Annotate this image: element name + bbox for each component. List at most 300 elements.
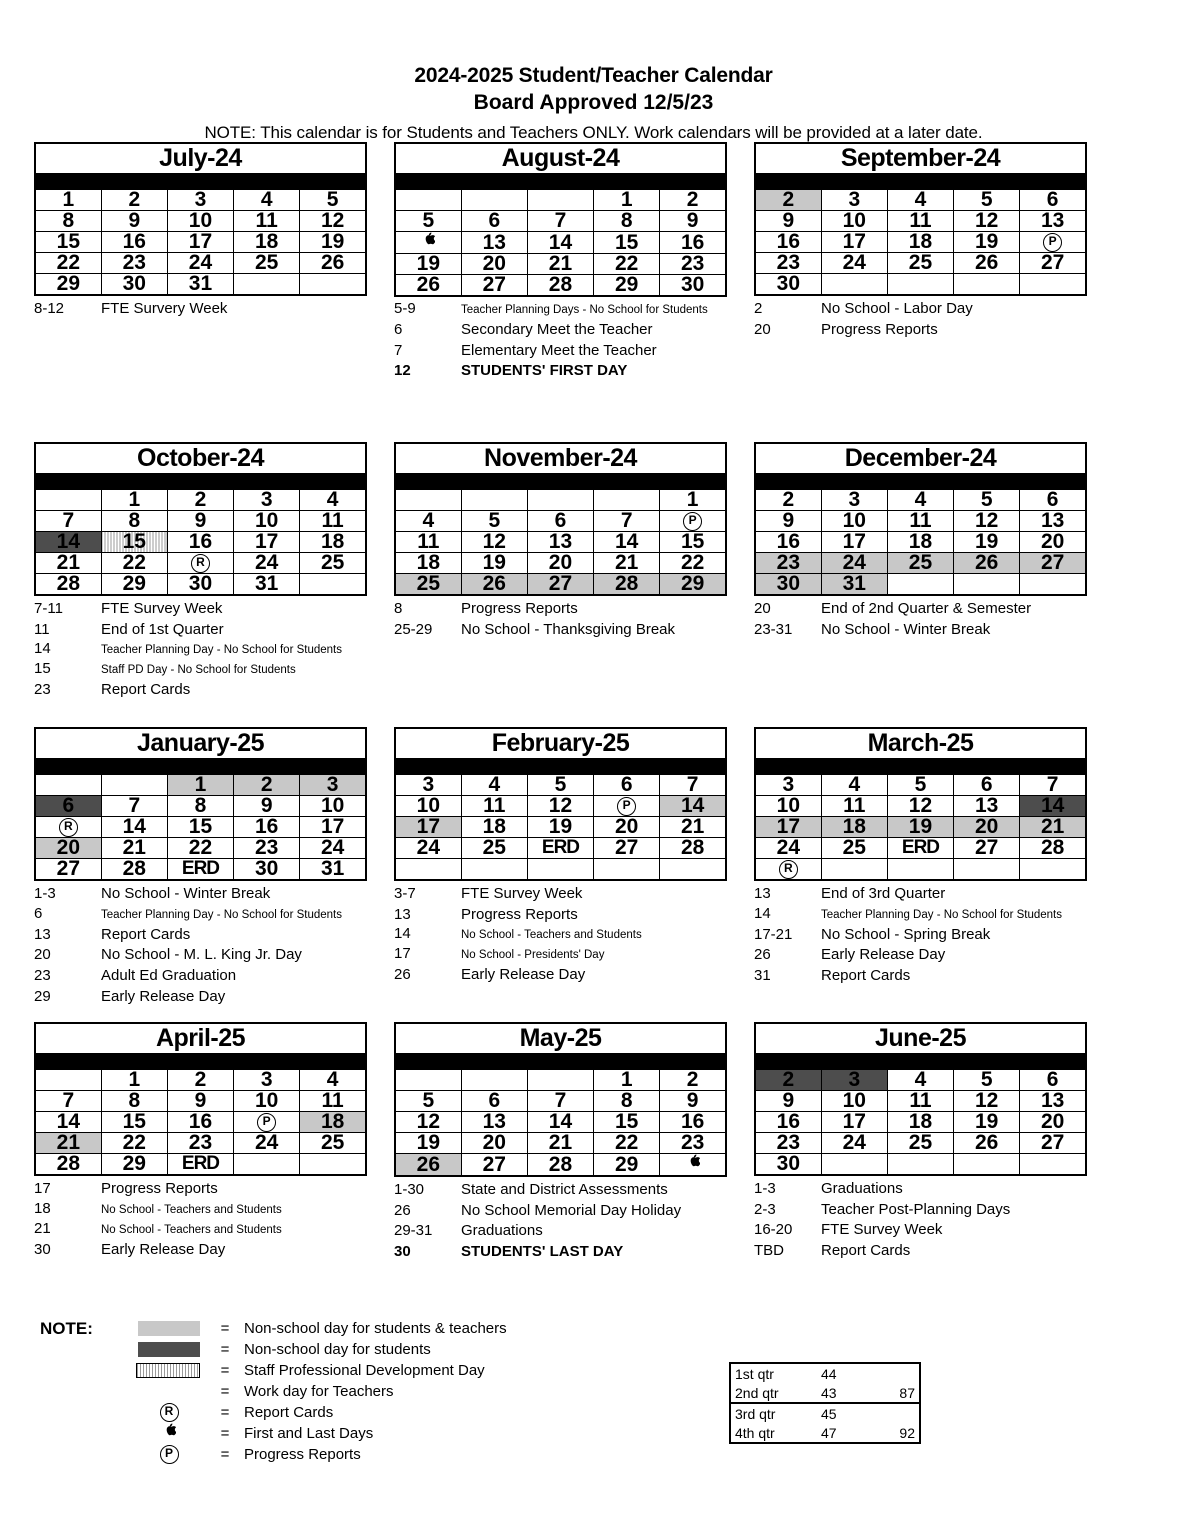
day-cell: 25	[821, 838, 887, 859]
note-date: 26	[394, 966, 411, 984]
legend-swatch-gray	[138, 1321, 200, 1336]
week-row	[35, 511, 366, 532]
month-table	[394, 142, 727, 297]
day-cell: 10	[821, 1091, 887, 1112]
legend-equals-sign: =	[220, 1404, 230, 1421]
legend-description: First and Last Days	[244, 1425, 374, 1442]
month-notes	[34, 299, 367, 320]
note-text: End of 3rd Quarter	[821, 885, 946, 902]
month-notes	[394, 884, 727, 986]
day-cell: 4	[887, 490, 953, 511]
month-header-bar	[395, 759, 726, 775]
day-cell: 5	[461, 511, 527, 532]
legend-swatch-cell	[112, 1321, 206, 1336]
day-cell: 11	[461, 796, 527, 817]
note-text: No School Memorial Day Holiday	[461, 1201, 682, 1219]
note-line	[754, 1220, 1087, 1241]
day-cell: 11	[300, 1091, 366, 1112]
day-cell: 13	[954, 796, 1020, 817]
day-cell: 20	[35, 838, 101, 859]
month-notes	[394, 599, 727, 640]
month-header-bar	[35, 1054, 366, 1070]
day-cell	[461, 1070, 527, 1091]
note-date: 26	[754, 946, 771, 964]
note-text: End of 2nd Quarter & Semester	[821, 600, 1032, 617]
legend-row	[40, 1381, 640, 1402]
month-title: July-24	[35, 143, 366, 174]
month-cell	[34, 442, 367, 727]
week-row	[395, 1154, 726, 1177]
month-cell	[34, 727, 367, 1022]
day-cell: 15	[660, 532, 726, 553]
month-cell	[394, 142, 727, 442]
month-notes	[34, 1179, 367, 1260]
note-line	[34, 884, 367, 905]
day-cell	[887, 859, 953, 881]
calendar-quarter-row	[34, 1022, 1065, 1272]
day-cell: 7	[660, 775, 726, 796]
day-cell: 14	[660, 796, 726, 817]
note-text: State and District Assessments	[461, 1181, 668, 1198]
legend-row	[40, 1318, 640, 1339]
day-cell	[527, 490, 593, 511]
day-cell	[35, 1070, 101, 1091]
note-date: 13	[34, 925, 51, 943]
month-title: May-25	[395, 1023, 726, 1054]
week-row	[395, 859, 726, 881]
day-cell: 23	[755, 553, 821, 574]
legend-swatch-cell	[112, 1363, 206, 1378]
month-block-april-25	[34, 1022, 367, 1260]
day-cell	[35, 775, 101, 796]
day-cell: 17	[395, 817, 461, 838]
legend-swatch-cell	[112, 1445, 206, 1464]
week-row	[755, 511, 1086, 532]
day-cell: 14	[1020, 796, 1086, 817]
day-cell: 18	[461, 817, 527, 838]
day-cell: 10	[300, 796, 366, 817]
legend-description: Report Cards	[244, 1404, 334, 1421]
note-line	[34, 599, 367, 620]
month-title: December-24	[755, 443, 1086, 474]
day-cell: 23	[101, 253, 167, 274]
week-row	[35, 274, 366, 296]
day-cell: 25	[887, 1133, 953, 1154]
quarter-days: 44	[821, 1365, 837, 1382]
day-cell: 3	[821, 190, 887, 211]
note-date: 29-31	[394, 1222, 433, 1240]
progress-reports-icon: P	[1043, 233, 1062, 252]
day-cell	[887, 274, 953, 296]
quarter-row	[730, 1363, 920, 1383]
month-block-february-25	[394, 727, 727, 986]
day-cell: 27	[1020, 253, 1086, 274]
quarter-label: 4th qtr	[735, 1424, 775, 1441]
note-date: 18	[34, 1199, 51, 1217]
week-row	[755, 1091, 1086, 1112]
month-title: March-25	[755, 728, 1086, 759]
quarter-label: 1st qtr	[735, 1365, 774, 1382]
day-cell: 12	[527, 796, 593, 817]
day-cell: 13	[1020, 1091, 1086, 1112]
day-cell: 21	[660, 817, 726, 838]
note-line	[394, 620, 727, 641]
day-cell: 5	[954, 490, 1020, 511]
day-cell: 10	[821, 511, 887, 532]
day-cell: 4	[300, 490, 366, 511]
note-line	[754, 1241, 1087, 1262]
day-cell: 17	[300, 817, 366, 838]
day-cell: 28	[1020, 838, 1086, 859]
day-cell: 9	[234, 796, 300, 817]
day-cell: 24	[821, 553, 887, 574]
day-cell: 19	[300, 232, 366, 253]
day-cell: 2	[660, 1070, 726, 1091]
week-row	[755, 796, 1086, 817]
quarter-semester-total: 87	[883, 1383, 920, 1403]
note-text: No School - Spring Break	[821, 925, 991, 943]
month-cell	[34, 142, 367, 442]
note-text: No School - Winter Break	[101, 885, 271, 902]
day-cell: 27	[1020, 1133, 1086, 1154]
note-text: End of 1st Quarter	[101, 620, 224, 638]
legend-swatch-cell	[112, 1423, 206, 1444]
legend-description: Non-school day for students	[244, 1341, 431, 1358]
legend-row	[40, 1444, 640, 1465]
note-date: 1-3	[34, 885, 56, 902]
note-text: No School - Thanksgiving Break	[461, 620, 675, 638]
header-note: NOTE: This calendar is for Students and Teachers ONLY. Work calendars will be provided at a later date.	[204, 122, 983, 142]
day-cell: 24	[167, 253, 233, 274]
legend-equals-sign: =	[220, 1362, 230, 1379]
note-date: 11	[34, 620, 50, 638]
day-cell-icon	[395, 232, 461, 254]
day-cell-icon	[35, 817, 101, 838]
day-cell	[395, 190, 461, 211]
day-cell: 2	[755, 190, 821, 211]
day-cell	[954, 859, 1020, 881]
day-cell: 24	[821, 253, 887, 274]
note-line	[754, 925, 1087, 946]
day-cell: 22	[660, 553, 726, 574]
day-cell: 27	[954, 838, 1020, 859]
day-cell: 21	[527, 254, 593, 275]
week-row	[395, 490, 726, 511]
day-cell: 21	[35, 1133, 101, 1154]
week-row	[35, 253, 366, 274]
month-header-bar	[395, 174, 726, 190]
note-text: Early Release Day	[461, 966, 586, 984]
quarter-row	[730, 1383, 920, 1403]
note-line	[394, 300, 727, 320]
week-row	[395, 232, 726, 254]
note-line	[34, 1220, 367, 1240]
day-cell: 17	[821, 532, 887, 553]
week-row	[755, 775, 1086, 796]
week-row	[395, 553, 726, 574]
month-table	[34, 142, 367, 296]
day-cell: 25	[300, 1133, 366, 1154]
day-cell: 12	[954, 1091, 1020, 1112]
day-cell: 28	[527, 1154, 593, 1177]
day-cell: 1	[35, 190, 101, 211]
month-block-december-24	[754, 442, 1087, 640]
board-approved-subtitle: Board Approved 12/5/23	[473, 90, 714, 114]
note-line	[754, 884, 1087, 905]
day-cell: 22	[101, 1133, 167, 1154]
day-cell: 4	[234, 190, 300, 211]
day-cell: 23	[755, 1133, 821, 1154]
day-cell: 21	[527, 1133, 593, 1154]
month-cell	[394, 442, 727, 727]
legend-equals-sign: =	[220, 1446, 230, 1463]
day-cell: 25	[300, 553, 366, 574]
day-cell: 28	[594, 574, 660, 596]
day-cell: 27	[35, 859, 101, 881]
day-cell: 1	[101, 1070, 167, 1091]
day-cell: 29	[594, 275, 660, 297]
day-cell: 6	[461, 211, 527, 232]
day-cell: 16	[660, 1112, 726, 1133]
day-cell: 7	[35, 1091, 101, 1112]
day-cell: 13	[1020, 211, 1086, 232]
apple-icon	[162, 1423, 176, 1444]
day-cell: 26	[300, 253, 366, 274]
day-cell: 25	[887, 253, 953, 274]
day-cell: 9	[755, 511, 821, 532]
day-cell: 6	[954, 775, 1020, 796]
day-cell: 8	[35, 211, 101, 232]
month-block-march-25	[754, 727, 1087, 987]
note-text: Early Release Day	[821, 946, 946, 964]
day-cell: 23	[234, 838, 300, 859]
week-row	[755, 232, 1086, 253]
day-cell	[300, 274, 366, 296]
note-text: Report Cards	[101, 681, 191, 699]
progress-reports-icon: P	[617, 797, 636, 816]
month-notes	[34, 884, 367, 1007]
note-date: 13	[754, 885, 771, 902]
legend-swatch-none	[138, 1384, 200, 1399]
day-cell: 8	[594, 211, 660, 232]
day-cell-icon	[660, 511, 726, 532]
day-cell	[35, 490, 101, 511]
note-text: Teacher Planning Day - No School for Students	[101, 644, 342, 657]
note-line	[34, 620, 367, 641]
day-cell: 8	[167, 796, 233, 817]
day-cell: 9	[167, 511, 233, 532]
day-cell: 12	[461, 532, 527, 553]
day-cell: 28	[527, 275, 593, 297]
week-row	[35, 532, 366, 553]
day-cell: 15	[101, 532, 167, 553]
day-cell: 11	[887, 1091, 953, 1112]
day-cell: 14	[101, 817, 167, 838]
month-block-january-25	[34, 727, 367, 1007]
day-cell: 25	[395, 574, 461, 596]
legend-symbol	[138, 1445, 200, 1464]
day-cell	[527, 190, 593, 211]
note-date: 14	[754, 904, 771, 922]
note-text: Teacher Planning Day - No School for Students	[101, 908, 342, 921]
day-cell	[954, 1154, 1020, 1176]
week-row	[395, 275, 726, 297]
day-cell: 3	[234, 490, 300, 511]
day-cell: 17	[821, 232, 887, 253]
week-row	[755, 274, 1086, 296]
progress-reports-icon: P	[160, 1445, 179, 1464]
note-date: 14	[394, 925, 411, 943]
day-cell: 6	[594, 775, 660, 796]
month-header-bar	[35, 759, 366, 775]
week-row	[35, 859, 366, 881]
day-cell	[594, 490, 660, 511]
day-cell: 12	[954, 211, 1020, 232]
day-cell: 31	[821, 574, 887, 596]
day-cell: 11	[821, 796, 887, 817]
day-cell: 25	[887, 553, 953, 574]
note-text: Secondary Meet the Teacher	[461, 321, 653, 338]
month-header-bar	[755, 759, 1086, 775]
quarter-semester-total	[883, 1363, 920, 1383]
day-cell: 9	[167, 1091, 233, 1112]
note-line	[34, 945, 367, 966]
note-text: FTE Survey Week	[101, 600, 223, 617]
week-row	[755, 817, 1086, 838]
day-cell: 5	[395, 211, 461, 232]
note-text: STUDENTS' LAST DAY	[461, 1243, 624, 1261]
month-block-june-25	[754, 1022, 1087, 1262]
day-cell: 5	[887, 775, 953, 796]
week-row	[35, 1133, 366, 1154]
day-cell: 22	[35, 253, 101, 274]
week-row	[755, 1070, 1086, 1091]
day-cell: 6	[1020, 190, 1086, 211]
day-cell: 2	[755, 1070, 821, 1091]
note-text: Progress Reports	[461, 600, 578, 617]
calendar-quarter-row	[34, 442, 1065, 727]
note-line	[754, 599, 1087, 620]
note-date: 12	[394, 362, 411, 380]
day-cell: 26	[461, 574, 527, 596]
month-header-bar	[755, 174, 1086, 190]
day-cell: 12	[954, 511, 1020, 532]
note-text: FTE Survey Week	[461, 885, 583, 902]
day-cell: 29	[101, 1154, 167, 1176]
day-cell: 3	[234, 1070, 300, 1091]
day-cell-icon	[167, 553, 233, 574]
note-text: Report Cards	[101, 925, 191, 943]
note-line	[754, 905, 1087, 925]
day-cell: 23	[660, 1133, 726, 1154]
note-date: 7	[394, 341, 403, 359]
week-row	[395, 1133, 726, 1154]
day-cell: 1	[594, 1070, 660, 1091]
day-cell: 30	[167, 574, 233, 596]
legend-swatch-cell	[112, 1342, 206, 1357]
month-notes	[754, 299, 1087, 340]
note-date: 16-20	[754, 1221, 793, 1239]
document-header	[0, 0, 1187, 143]
day-cell: 15	[35, 232, 101, 253]
day-cell: 16	[755, 232, 821, 253]
note-text: No School - M. L. King Jr. Day	[101, 946, 302, 964]
day-cell: 24	[300, 838, 366, 859]
day-cell: 22	[167, 838, 233, 859]
week-row	[395, 254, 726, 275]
day-cell: 19	[395, 254, 461, 275]
day-cell: 2	[234, 775, 300, 796]
week-row	[395, 511, 726, 532]
month-notes	[754, 599, 1087, 640]
report-cards-icon: R	[59, 818, 78, 837]
note-date: TBD	[754, 1242, 784, 1260]
month-cell	[394, 727, 727, 1022]
note-text: Early Release Day	[101, 1240, 226, 1258]
note-text: Progress Reports	[461, 905, 578, 923]
day-cell: ERD	[167, 1154, 233, 1176]
note-date: 31	[754, 967, 771, 985]
day-cell	[101, 775, 167, 796]
month-notes	[754, 884, 1087, 987]
day-cell: 10	[395, 796, 461, 817]
day-cell: 4	[887, 190, 953, 211]
day-cell	[234, 274, 300, 296]
note-line	[34, 905, 367, 925]
week-row	[35, 211, 366, 232]
note-date: 20	[34, 946, 51, 964]
day-cell: 30	[101, 274, 167, 296]
month-title: June-25	[755, 1023, 1086, 1054]
day-cell: 14	[35, 532, 101, 553]
note-date: 1-3	[754, 1180, 776, 1197]
month-notes	[394, 1180, 727, 1263]
month-title: April-25	[35, 1023, 366, 1054]
week-row	[755, 490, 1086, 511]
day-cell	[234, 1154, 300, 1176]
day-cell: 12	[395, 1112, 461, 1133]
day-cell: 1	[101, 490, 167, 511]
day-cell: 31	[234, 574, 300, 596]
progress-reports-icon: P	[683, 512, 702, 531]
legend-row	[40, 1339, 640, 1360]
day-cell-icon	[755, 859, 821, 881]
week-row	[755, 1133, 1086, 1154]
note-line	[34, 299, 367, 320]
month-cell	[754, 1022, 1087, 1272]
note-line	[394, 341, 727, 362]
day-cell: 27	[527, 574, 593, 596]
day-cell: 6	[35, 796, 101, 817]
note-date: 8-12	[34, 300, 65, 317]
month-header-bar	[35, 474, 366, 490]
legend-swatch-pd	[136, 1363, 200, 1378]
month-notes	[754, 1179, 1087, 1262]
note-text: Progress Reports	[821, 320, 938, 338]
week-row	[755, 1112, 1086, 1133]
note-line	[394, 599, 727, 620]
note-text: No School - Labor Day	[821, 300, 973, 317]
report-cards-icon: R	[191, 554, 210, 573]
day-cell: 22	[101, 553, 167, 574]
day-cell: 4	[821, 775, 887, 796]
note-line	[394, 361, 727, 382]
note-date: 6	[394, 321, 403, 338]
day-cell: 30	[234, 859, 300, 881]
note-text: FTE Survey Week	[821, 1221, 943, 1239]
legend-row	[40, 1423, 640, 1444]
week-row	[395, 817, 726, 838]
